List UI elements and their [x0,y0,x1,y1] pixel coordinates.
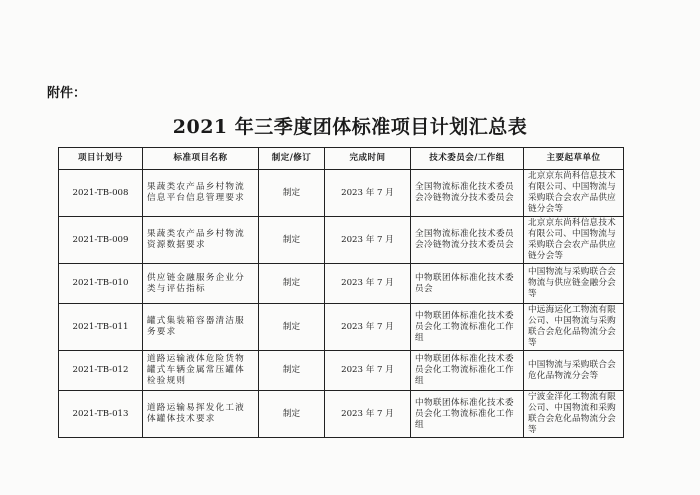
completion-time-cell: 2023 年 7 月 [325,391,411,438]
plan-number-cell: 2021-TB-012 [59,351,143,391]
table-row [59,217,624,264]
table-row [59,170,624,217]
project-name-cell: 供应链金融服务企业分类与评估指标 [143,264,259,304]
project-name-cell: 果蔬类农产品乡村物流资源数据要求 [143,217,259,264]
standards-plan-table [58,147,624,438]
drafting-units-cell: 宁波金洋化工物流有限公司、中国物流和采购联合会危化品物流分会等 [524,391,624,438]
drafting-units-cell: 北京京东尚科信息技术有限公司、中国物流与采购联合会农产品供应链分会等 [524,217,624,264]
page-title: 2021 年三季度团体标准项目计划汇总表 [172,116,528,138]
plan-number-cell: 2021-TB-011 [59,304,143,351]
completion-time-cell: 2023 年 7 月 [325,351,411,391]
completion-time-cell: 2023 年 7 月 [325,170,411,217]
drafting-units-cell: 中国物流与采购联合会物流与供应链金融分会等 [524,264,624,304]
committee-cell: 全国物流标准化技术委员会冷链物流分技术委员会 [411,217,524,264]
attachment-label: 附件： [47,86,87,101]
table-row [59,391,624,438]
project-name-cell: 罐式集装箱容器清洁服务要求 [143,304,259,351]
table-header-row [59,148,624,170]
committee-cell: 中物联团体标准化技术委员会化工物流标准化工作组 [411,351,524,391]
type-cell: 制定 [259,391,325,438]
table-row [59,351,624,391]
project-name-cell: 果蔬类农产品乡村物流信息平台信息管理要求 [143,170,259,217]
committee-cell: 中物联团体标准化技术委员会化工物流标准化工作组 [411,304,524,351]
header-completion-time: 完成时间 [325,148,411,170]
table-row [59,264,624,304]
header-project-name: 标准项目名称 [143,148,259,170]
committee-cell: 全国物流标准化技术委员会冷链物流分技术委员会 [411,170,524,217]
committee-cell: 中物联团体标准化技术委员会化工物流标准化工作组 [411,391,524,438]
completion-time-cell: 2023 年 7 月 [325,304,411,351]
completion-time-cell: 2023 年 7 月 [325,264,411,304]
plan-number-cell: 2021-TB-008 [59,170,143,217]
header-plan-number: 项目计划号 [59,148,143,170]
plan-number-cell: 2021-TB-009 [59,217,143,264]
committee-cell: 中物联团体标准化技术委员会 [411,264,524,304]
type-cell: 制定 [259,304,325,351]
completion-time-cell: 2023 年 7 月 [325,217,411,264]
type-cell: 制定 [259,351,325,391]
plan-number-cell: 2021-TB-013 [59,391,143,438]
header-committee: 技术委员会/工作组 [411,148,524,170]
type-cell: 制定 [259,217,325,264]
drafting-units-cell: 北京京东尚科信息技术有限公司、中国物流与采购联合会农产品供应链分会等 [524,170,624,217]
type-cell: 制定 [259,170,325,217]
table-row [59,304,624,351]
header-type: 制定/修订 [259,148,325,170]
header-drafting-units: 主要起草单位 [524,148,624,170]
drafting-units-cell: 中国物流与采购联合会危化品物流分会等 [524,351,624,391]
drafting-units-cell: 中远海运化工物流有限公司、中国物流与采购联合会危化品物流分会等 [524,304,624,351]
plan-number-cell: 2021-TB-010 [59,264,143,304]
project-name-cell: 道路运输液体危险货物罐式车辆金属常压罐体检验规则 [143,351,259,391]
type-cell: 制定 [259,264,325,304]
project-name-cell: 道路运输易挥发化工液体罐体技术要求 [143,391,259,438]
